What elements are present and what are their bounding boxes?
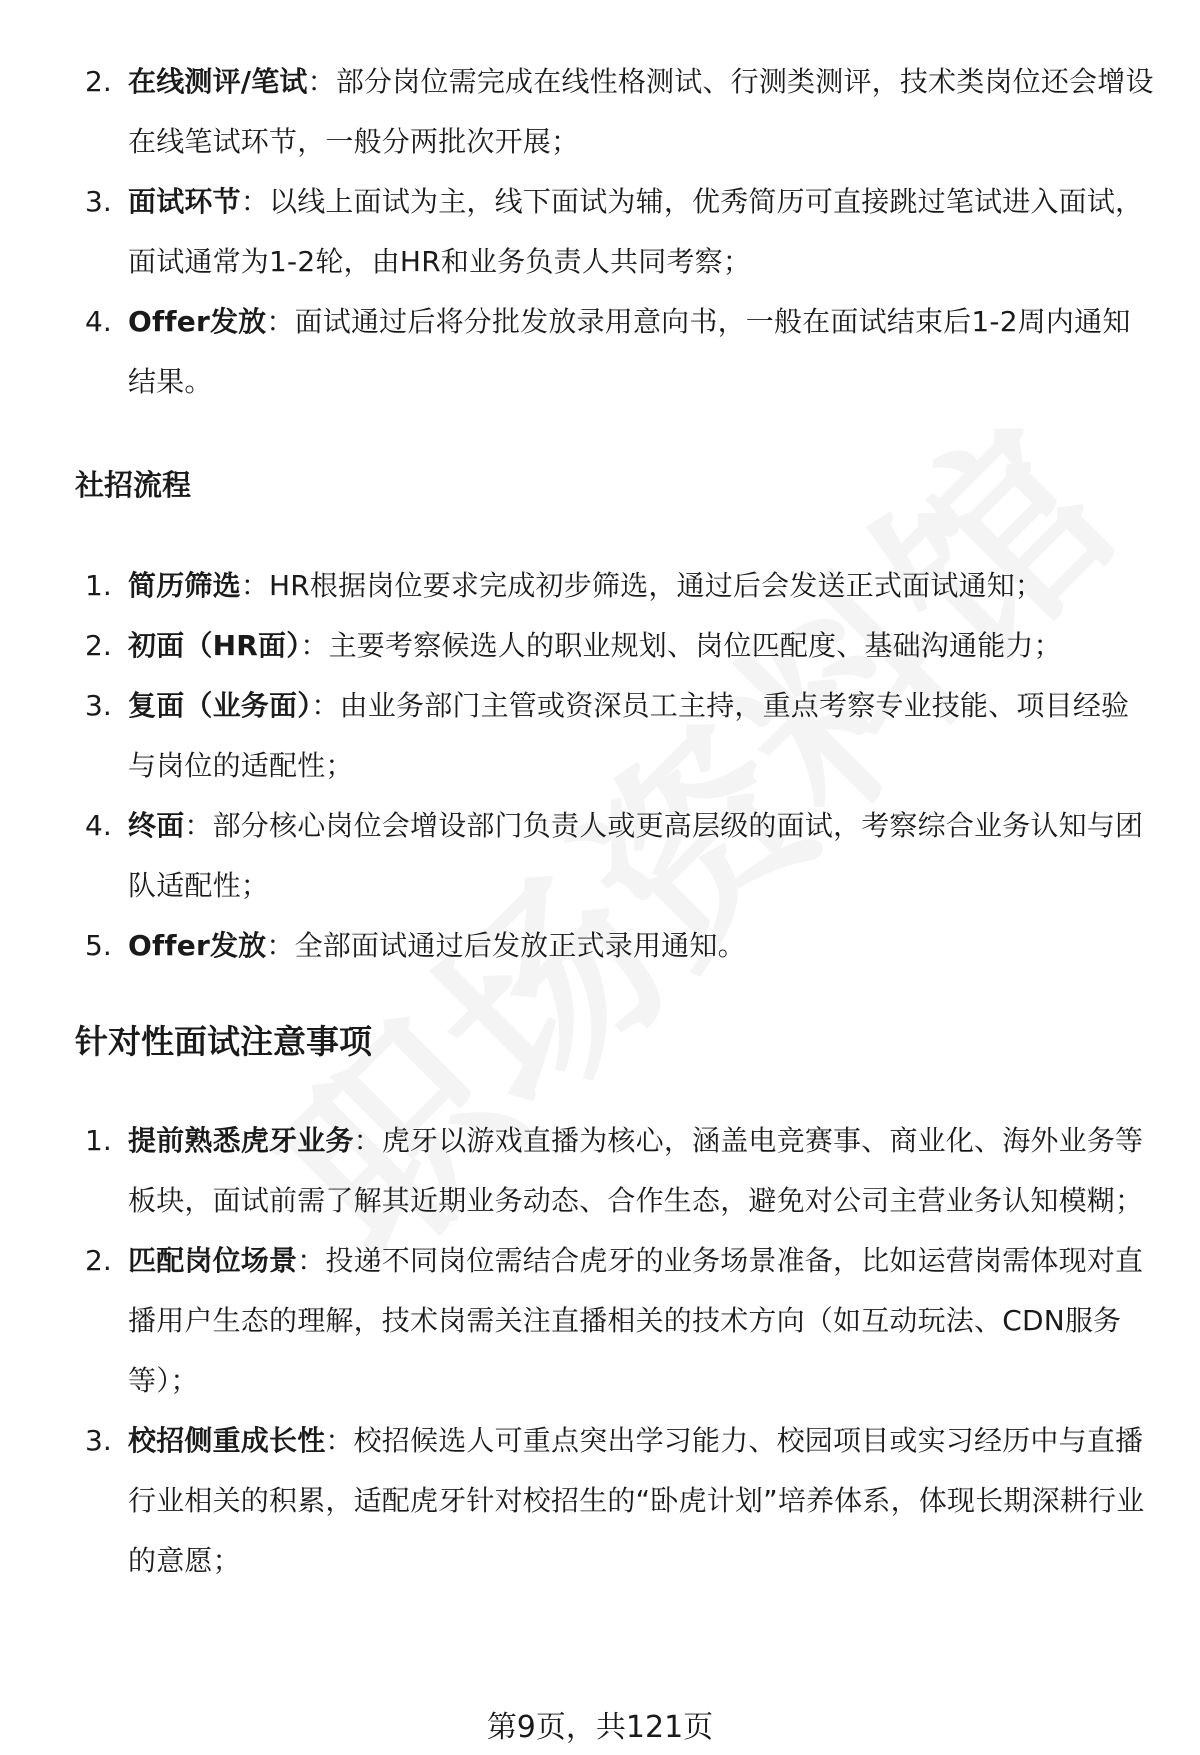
item-title: 提前熟悉虎牙业务: [128, 1124, 354, 1157]
list-item: [75, 52, 1155, 172]
list-item: [75, 1411, 1155, 1591]
list-item: [75, 172, 1155, 292]
list-item: [75, 1111, 1155, 1231]
item-separator: ：: [311, 689, 340, 722]
item-title: Offer发放: [128, 929, 267, 962]
section-heading-tips: 针对性面试注意事项: [75, 1022, 372, 1061]
item-body: 部分岗位需完成在线性格测试、行测类测评，技术类岗位还会增设在线笔试环节，一般分两批次开展；: [128, 65, 1154, 158]
item-separator: ：: [266, 305, 295, 338]
item-body: 全部面试通过后发放正式录用通知。: [294, 929, 746, 962]
list-item: [75, 796, 1155, 916]
list-item: [75, 676, 1155, 796]
item-number: 5.: [85, 929, 112, 962]
item-number: 3.: [85, 689, 112, 722]
list-item: [75, 616, 1155, 676]
item-separator: ：: [353, 1124, 382, 1157]
item-separator: ：: [184, 809, 213, 842]
item-body: 由业务部门主管或资深员工主持，重点考察专业技能、项目经验与岗位的适配性；: [128, 689, 1130, 782]
item-number: 3.: [85, 1424, 112, 1457]
item-body: HR根据岗位要求完成初步筛选，通过后会发送正式面试通知；: [269, 569, 1044, 602]
item-separator: ：: [325, 1424, 354, 1457]
item-number: 3.: [85, 185, 112, 218]
list-item: [75, 916, 1155, 976]
item-body: 主要考察候选人的职业规划、岗位匹配度、基础沟通能力；: [328, 629, 1062, 662]
item-number: 1.: [85, 569, 112, 602]
item-number: 2.: [85, 629, 112, 662]
interview-tips-list: [75, 1111, 1155, 1591]
item-separator: ：: [240, 569, 270, 602]
item-separator: ：: [307, 65, 336, 98]
item-number: 4.: [85, 305, 112, 338]
item-body: 虎牙以游戏直播为核心，涵盖电竞赛事、商业化、海外业务等板块，面试前需了解其近期业务动态、合作生态，避免对公司主营业务认知模糊；: [128, 1124, 1144, 1217]
list-item: [75, 292, 1155, 412]
section-heading-social: 社招流程: [75, 468, 192, 502]
item-body: 投递不同岗位需结合虎牙的业务场景准备，比如运营岗需体现对直播用户生态的理解，技术岗需关注直播相关的技术方向（如互动玩法、CDN服务等）；: [128, 1244, 1144, 1397]
item-number: 2.: [85, 65, 112, 98]
item-number: 4.: [85, 809, 112, 842]
item-title: 面试环节: [128, 185, 241, 218]
item-title: 在线测评/笔试: [128, 65, 308, 98]
list-item: [75, 556, 1155, 616]
item-body: 以线上面试为主，线下面试为辅，优秀简历可直接跳过笔试进入面试，面试通常为1-2轮，由HR和业务负责人共同考察；: [128, 185, 1144, 278]
list-item: [75, 1231, 1155, 1411]
item-separator: ：: [240, 185, 270, 218]
item-title: Offer发放: [128, 305, 267, 338]
item-separator: ：: [266, 929, 295, 962]
item-title: 复面（业务面）: [128, 689, 312, 722]
item-number: 2.: [85, 1244, 112, 1277]
item-separator: ：: [297, 1244, 326, 1277]
item-body: 校招候选人可重点突出学习能力、校园项目或实习经历中与直播行业相关的积累，适配虎牙针对校招生的“卧虎计划”培养体系，体现长期深耕行业的意愿；: [128, 1424, 1145, 1577]
item-title: 匹配岗位场景: [128, 1244, 298, 1277]
item-number: 1.: [85, 1124, 112, 1157]
item-title: 初面（HR面）: [128, 629, 301, 662]
item-body: 部分核心岗位会增设部门负责人或更高层级的面试，考察综合业务认知与团队适配性；: [128, 809, 1144, 902]
item-title: 简历筛选: [128, 569, 241, 602]
social-process-list: [75, 556, 1155, 976]
item-title: 校招侧重成长性: [128, 1424, 326, 1457]
page-footer: 第9页，共121页: [486, 1710, 714, 1745]
item-separator: ：: [300, 629, 329, 662]
item-body: 面试通过后将分批发放录用意向书，一般在面试结束后1-2周内通知结果。: [128, 305, 1131, 398]
campus-process-list: [75, 52, 1155, 412]
item-title: 终面: [128, 809, 185, 842]
